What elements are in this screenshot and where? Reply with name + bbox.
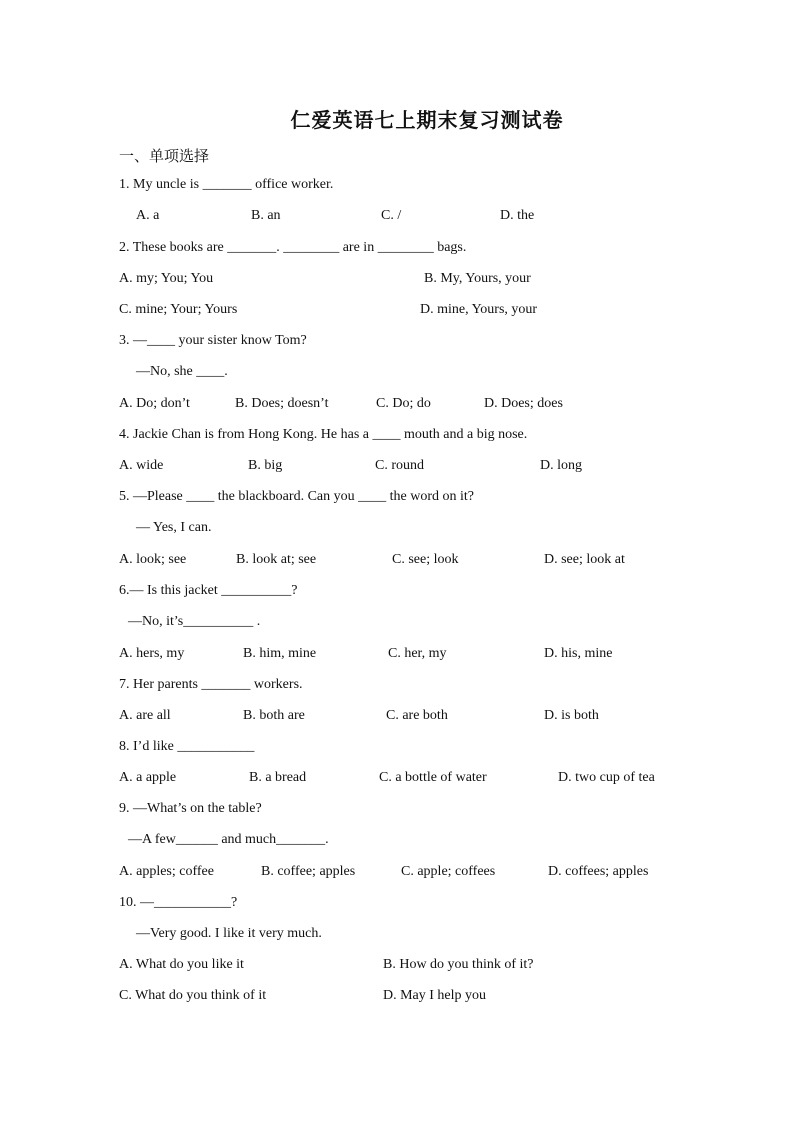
question-2-stem: 2. These books are _______. ________ are in ________ bags. — [119, 240, 467, 255]
question-7-option-a: A. are all — [119, 708, 171, 723]
question-2-option-c: C. mine; Your; Yours — [119, 302, 238, 317]
question-2-option-a: A. my; You; You — [119, 271, 214, 286]
question-10-option-d: D. May I help you — [383, 988, 487, 1003]
question-2-option-b: B. My, Yours, your — [424, 271, 531, 286]
question-4-option-d: D. long — [540, 458, 582, 473]
question-6-option-c: C. her, my — [388, 646, 447, 661]
question-7-option-d: D. is both — [544, 708, 599, 723]
question-8-option-c: C. a bottle of water — [379, 770, 487, 785]
question-2-option-d: D. mine, Yours, your — [420, 302, 538, 317]
question-5-option-d: D. see; look at — [544, 552, 625, 567]
question-6-option-a: A. hers, my — [119, 646, 185, 661]
question-9-option-b: B. coffee; apples — [261, 864, 356, 879]
question-8-option-d: D. two cup of tea — [558, 770, 655, 785]
question-5-option-a: A. look; see — [119, 552, 187, 567]
question-4-option-a: A. wide — [119, 458, 164, 473]
question-1-stem: 1. My uncle is _______ office worker. — [119, 177, 334, 192]
question-6-option-b: B. him, mine — [243, 646, 317, 661]
question-4-option-c: C. round — [375, 458, 424, 473]
question-7-option-c: C. are both — [386, 708, 448, 723]
question-1-option-c: C. / — [381, 208, 402, 223]
question-10-stem: 10. —___________? — [119, 895, 238, 910]
page-title: 仁爱英语七上期末复习测试卷 — [290, 108, 564, 132]
question-8-option-b: B. a bread — [249, 770, 307, 785]
question-6-answer-line: —No, it’s__________ . — [128, 614, 261, 629]
question-3-answer-line: —No, she ____. — [136, 364, 228, 379]
question-9-option-a: A. apples; coffee — [119, 864, 214, 879]
question-5-option-b: B. look at; see — [236, 552, 317, 567]
section-heading: 一、单项选择 — [119, 147, 210, 165]
question-5-stem: 5. —Please ____ the blackboard. Can you ____ the word on it? — [119, 489, 474, 504]
question-3-stem: 3. —____ your sister know Tom? — [119, 333, 307, 348]
question-8-stem: 8. I’d like ___________ — [119, 739, 255, 754]
question-9-answer-line: —A few______ and much_______. — [128, 832, 329, 847]
question-3-option-b: B. Does; doesn’t — [235, 396, 329, 411]
question-7-option-b: B. both are — [243, 708, 305, 723]
question-9-option-c: C. apple; coffees — [401, 864, 496, 879]
question-1-option-d: D. the — [500, 208, 535, 223]
question-9-option-d: D. coffees; apples — [548, 864, 649, 879]
question-5-option-c: C. see; look — [392, 552, 459, 567]
question-10-option-a: A. What do you like it — [119, 957, 244, 972]
question-1-option-b: B. an — [251, 208, 281, 223]
question-6-stem: 6.— Is this jacket __________? — [119, 583, 298, 598]
question-8-option-a: A. a apple — [119, 770, 177, 785]
question-4-stem: 4. Jackie Chan is from Hong Kong. He has a ____ mouth and a big nose. — [119, 427, 528, 442]
question-1-option-a: A. a — [136, 208, 160, 223]
question-7-stem: 7. Her parents _______ workers. — [119, 677, 303, 692]
question-10-option-b: B. How do you think of it? — [383, 957, 534, 972]
question-3-option-d: D. Does; does — [484, 396, 563, 411]
question-9-stem: 9. —What’s on the table? — [119, 801, 262, 816]
question-10-option-c: C. What do you think of it — [119, 988, 267, 1003]
question-3-option-a: A. Do; don’t — [119, 396, 190, 411]
question-3-option-c: C. Do; do — [376, 396, 431, 411]
question-4-option-b: B. big — [248, 458, 283, 473]
question-6-option-d: D. his, mine — [544, 646, 613, 661]
question-10-answer-line: —Very good. I like it very much. — [136, 926, 322, 941]
question-5-answer-line: — Yes, I can. — [136, 520, 212, 535]
